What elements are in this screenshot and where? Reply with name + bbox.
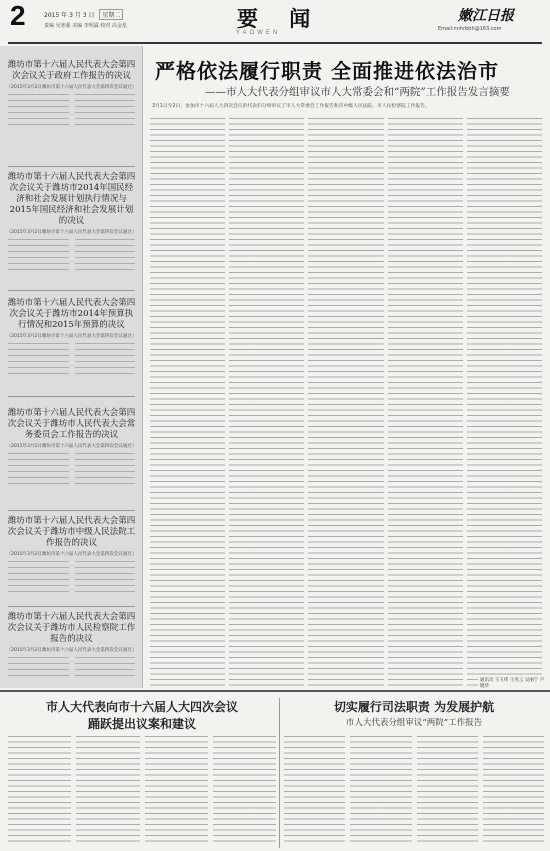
section-title: 要 闻 bbox=[237, 6, 323, 31]
lead-headline: 严格依法履行职责 全面推进依法治市 bbox=[155, 59, 499, 83]
paper-logo: 嫩江日报 bbox=[458, 8, 514, 24]
resolution-title: 潍坊市第十六届人民代表大会第四次会议关于政府工作报告的决议 bbox=[7, 60, 136, 81]
resolution-date: （2015年3月2日潍坊市第十六届人民代表大会第四次会议通过） bbox=[6, 334, 137, 339]
text-column bbox=[229, 118, 304, 688]
issue-date: 2015 年 3 月 3 日 bbox=[44, 12, 95, 19]
resolution-4 bbox=[0, 408, 143, 489]
bottom-left-body bbox=[8, 736, 276, 846]
bottom-right-body bbox=[284, 736, 544, 846]
editors-credit: 责编 吴寒强 美编 李明霖 校对 高金星 bbox=[44, 23, 127, 29]
lead-credit: 通讯员 王玉伟 王兆云 吴丽宁 卢晓华 bbox=[478, 676, 550, 690]
resolution-title: 潍坊市第十六届人民代表大会第四次会议关于潍坊市人民代表大会常务委员会工作报告的决议 bbox=[7, 408, 136, 440]
bottom-left-title-line2: 踊跃提出议案和建议 bbox=[87, 717, 196, 731]
resolution-6 bbox=[0, 612, 143, 681]
resolution-text bbox=[8, 561, 135, 597]
text-column bbox=[388, 118, 463, 688]
resolutions-column bbox=[0, 46, 143, 688]
text-column bbox=[308, 118, 383, 688]
bottom-right-subtitle: 市人大代表分组审议“两院”工作报告 bbox=[345, 718, 483, 728]
resolution-date: （2015年3月2日潍坊市第十六届人民代表大会第四次会议通过） bbox=[6, 648, 137, 653]
resolution-3 bbox=[0, 298, 143, 379]
divider bbox=[8, 166, 135, 167]
resolution-date: （2015年3月2日潍坊市第十六届人民代表大会第四次会议通过） bbox=[6, 444, 137, 449]
resolution-1 bbox=[0, 60, 143, 130]
divider bbox=[8, 290, 135, 291]
column-divider bbox=[279, 698, 280, 848]
lead-subhead: ——市人大代表分组审议市人大常委会和“两院”工作报告发言摘要 bbox=[205, 86, 510, 98]
text-column bbox=[150, 118, 225, 688]
section-rule bbox=[0, 690, 550, 692]
resolution-text bbox=[8, 94, 135, 130]
page-number: 2 bbox=[10, 0, 26, 31]
resolution-5 bbox=[0, 516, 143, 597]
text-column bbox=[467, 118, 542, 688]
resolution-date: （2015年3月2日潍坊市第十六届人民代表大会第四次会议通过） bbox=[6, 85, 137, 90]
masthead-rule bbox=[8, 42, 542, 44]
resolution-date: （2015年3月2日潍坊市第十六届人民代表大会第四次会议通过） bbox=[6, 230, 137, 235]
resolution-title: 潍坊市第十六届人民代表大会第四次会议关于潍坊市中级人民法院工作报告的决议 bbox=[7, 516, 136, 548]
weekday: 星期二 bbox=[99, 9, 123, 20]
lead-body bbox=[150, 118, 542, 688]
resolution-title: 潍坊市第十六届人民代表大会第四次会议关于潍坊市人民检察院工作报告的决议 bbox=[7, 612, 136, 644]
resolution-date: （2015年3月2日潍坊市第十六届人民代表大会第四次会议通过） bbox=[6, 552, 137, 557]
masthead bbox=[0, 0, 550, 44]
resolution-title: 潍坊市第十六届人民代表大会第四次会议关于潍坊市2014年预算执行情况和2015年预算的决议 bbox=[7, 298, 136, 330]
resolution-text bbox=[8, 657, 135, 681]
divider bbox=[8, 606, 135, 607]
resolution-text bbox=[8, 239, 135, 275]
divider bbox=[8, 396, 135, 397]
bottom-left-title: 市人大代表向市十六届人大四次会议 bbox=[45, 700, 238, 714]
resolution-text bbox=[8, 453, 135, 489]
paper-email: Email:nnhrbbh@163.com bbox=[438, 26, 502, 32]
date-line bbox=[44, 9, 123, 20]
resolution-text bbox=[8, 343, 135, 379]
bottom-right-title: 切实履行司法职责 为发展护航 bbox=[333, 700, 495, 714]
resolution-2 bbox=[0, 172, 143, 275]
section-pinyin: YAOWEN bbox=[236, 30, 281, 36]
divider bbox=[8, 510, 135, 511]
lead-intro: 3月1日至2日，参加市十六届人大四次会议的代表们分组审议了市人大常委会工作报告和市中级人民法院、市人民检察院工作报告。 bbox=[152, 104, 430, 109]
resolution-title: 潍坊市第十六届人民代表大会第四次会议关于潍坊市2014年国民经济和社会发展计划执行情况与2015年国民经济和社会发展计划的决议 bbox=[7, 172, 136, 226]
